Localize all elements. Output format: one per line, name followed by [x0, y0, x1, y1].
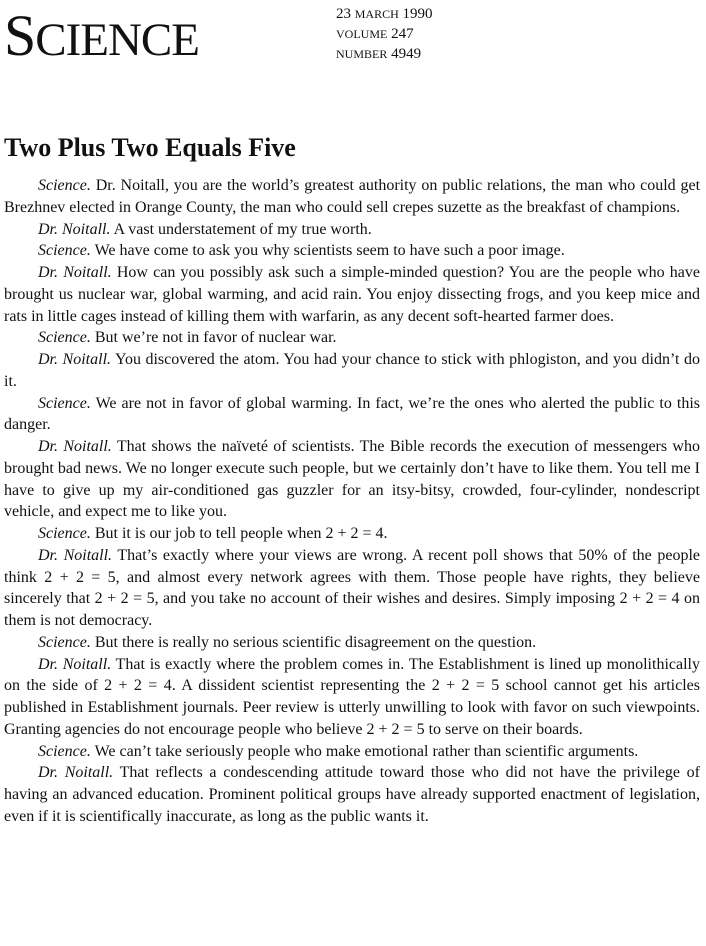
speaker-name: Dr. Noitall. — [38, 764, 114, 782]
masthead — [4, 0, 704, 80]
article-title: Two Plus Two Equals Five — [4, 133, 296, 162]
paragraph-text: We have come to ask you why scientists seem to have such a poor image. — [94, 242, 565, 260]
paragraph-text: How can you possibly ask such a simple-minded question? You are the people who have brought us nuclear war, global warming, and acid rain. You enjoy dissecting frogs, and you keep mice and rats in little cages instead of killing them with warfarin, as any decent soft-hearted farmer does. — [4, 264, 701, 325]
paragraph-text: That reflects a condescending attitude toward those who did not have the privilege of having an advanced education. Prominent political groups have already supported enactment of legislation, even if it is scientifically inaccurate, as long as the public wants it. — [4, 764, 700, 825]
issue-date: 23 MARCH 1990 — [336, 6, 433, 22]
logo-rest: CIENCE — [35, 14, 199, 66]
paragraph — [4, 654, 700, 741]
paragraph — [4, 219, 700, 241]
paragraph — [4, 436, 700, 523]
speaker-name: Science. — [38, 525, 91, 542]
paragraph-text: You discovered the atom. You had your chance to stick with phlogiston, and you didn’t do it. — [4, 351, 700, 390]
paragraph-text: But we’re not in favor of nuclear war. — [94, 329, 337, 347]
paragraph — [4, 349, 700, 393]
issue-volume: VOLUME 247 — [336, 26, 414, 42]
issue-number: NUMBER 4949 — [336, 46, 422, 62]
speaker-name: Dr. Noitall. — [38, 546, 113, 564]
issue-info — [336, 4, 433, 64]
journal-logo — [4, 3, 199, 70]
paragraph — [4, 523, 700, 545]
speaker-name: Dr. Noitall. — [38, 351, 112, 368]
speaker-name: Science. — [38, 394, 91, 412]
speaker-name: Science. — [38, 242, 91, 260]
paragraph-text: We are not in favor of global warming. In fact, we’re the ones who alerted the public to this danger. — [4, 394, 700, 434]
paragraph — [4, 240, 700, 262]
paragraph-text: That is exactly where the problem comes in. The Establishment is lined up monolithically on the side of 2 + 2 = 4. A dissident scientist representing the 2 + 2 = 5 school cannot get his articles published in Establishment journals. Peer review is utterly unwilling to look with favor on such viewpoints. Granting agencies do not encourage people who believe 2 + 2 = 5 to serve on their boards. — [4, 655, 700, 738]
paragraph-text: That’s exactly where your views are wrong. A recent poll shows that 50% of the people think 2 + 2 = 5, and almost every network agrees with them. Those people have rights, they believe sincerely that 2 + 2 = 5, and you take no account of their wishes and desires. Simply imposing 2 + 2 = 4 on them is not democracy. — [4, 546, 700, 629]
speaker-name: Dr. Noitall. — [38, 655, 112, 673]
paragraph — [4, 632, 700, 654]
paragraph-text: But there is really no serious scientific disagreement on the question. — [94, 633, 537, 651]
paragraph — [4, 393, 700, 437]
speaker-name: Dr. Noitall. — [38, 438, 112, 455]
speaker-name: Dr. Noitall. — [38, 264, 112, 281]
speaker-name: Science. — [38, 633, 91, 651]
paragraph — [4, 545, 700, 632]
paragraph — [4, 741, 700, 763]
speaker-name: Dr. Noitall. — [38, 220, 111, 238]
speaker-name: Science. — [38, 177, 91, 194]
article-body — [4, 175, 700, 828]
paragraph-text: We can’t take seriously people who make emotional rather than scientific arguments. — [94, 742, 639, 760]
paragraph-text: But it is our job to tell people when 2 + 2 = 4. — [94, 525, 388, 542]
paragraph — [4, 762, 700, 827]
logo-initial: S — [4, 3, 36, 68]
paragraph — [4, 175, 700, 219]
issue-month: MARCH — [354, 7, 399, 21]
speaker-name: Science. — [38, 742, 91, 760]
paragraph-text: Dr. Noitall, you are the world’s greatest authority on public relations, the man who could get Brezhnev elected in Orange County, the man who could sell crepes suzette as the breakfast of champions. — [4, 177, 701, 216]
paragraph-text: A vast understatement of my true worth. — [113, 220, 372, 238]
paragraph — [4, 327, 700, 349]
speaker-name: Science. — [38, 329, 91, 347]
paragraph-text: That shows the naïveté of scientists. The Bible records the execution of messengers who brought bad news. We no longer execute such people, but we certainly don’t have to like them. You tell me I have to give up my air-conditioned gas guzzler for an itsy-bitsy, crowded, four-cylinder, nondescript vehicle, and expect me to like you. — [4, 438, 700, 521]
paragraph — [4, 262, 700, 327]
